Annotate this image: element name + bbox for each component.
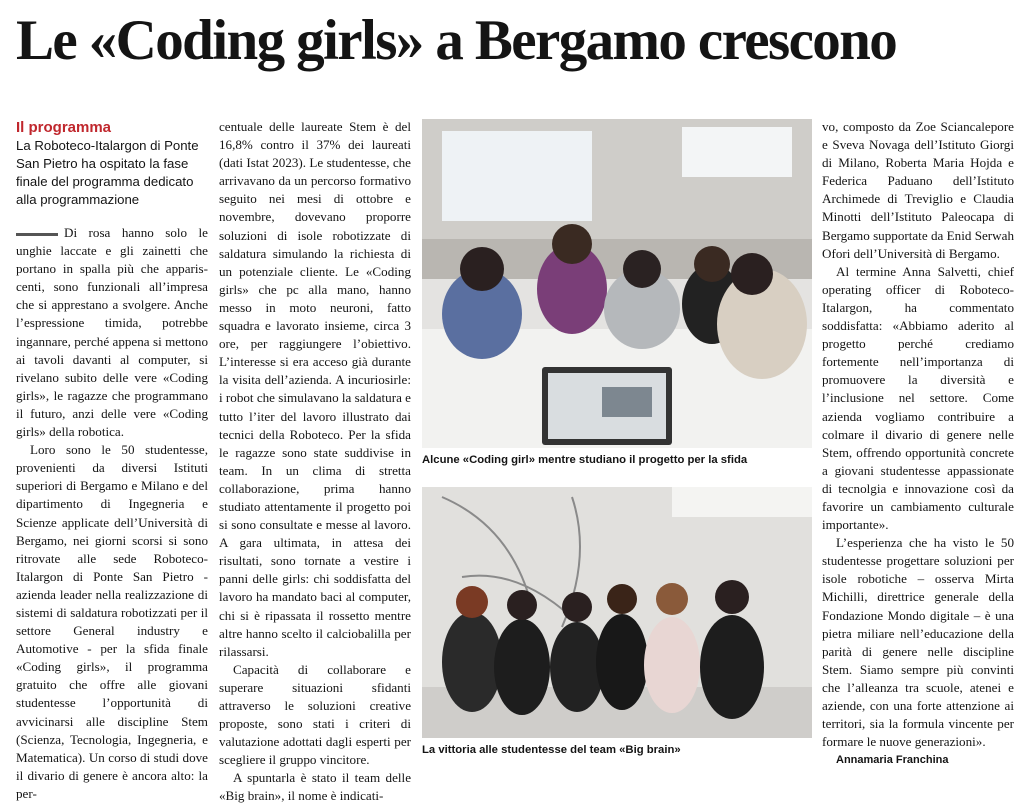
photo-caption: Alcune «Coding girl» mentre studiano il progetto per la sfida	[422, 454, 748, 466]
photo-illustration	[422, 487, 812, 738]
summary: La Roboteco-Italargon di Ponte San Pietro ha ospitato la fase finale del programma dedicato alla programmazione	[16, 138, 199, 207]
paragraph: centuale delle laureate Stem è del 16,8% contro il 37% dei laureati (dati Istat 2023). Le studentesse, che arrivavano da un percorso formativo seguito nei mesi di ottobre e novembre, dovevano proporre soluzioni di isole robotizzate di saldatura simulando la richiesta di un potenziale cliente. Le «Coding girls» che pc alla mano, hanno messo in moto neuroni, fatto squadra e lavorato insieme, circa 3 ore, per raggiungere l’obiettivo. L’interesse si era acceso già durante la visita dell’azienda. A incuriosirle: i robot che simulavano la saldatura e tutto l’iter del lavoro illustrato dai tecnici della Roboteco. Per la sfida le ragazze sono state suddivise in team. In un clima di stretta collaborazione, prima hanno studiato attentamente il progetto poi si sono consultate e messe al lavoro. A gara ultimata, in attesa dei risultati, sono tornate a vestire i panni delle girls: chi soddisfatta del lavoro ha mandato baci al computer, chi si è ripassata il rossetto mentre altre hanno scelto il calciobalilla per rilassarsi.	[219, 119, 411, 659]
paragraph: Capacità di collaborare e superare situazioni sfidanti attraverso le soluzioni creative proposte, sono stati i criteri di valutazione adottati dagli esperti per scegliere il gruppo vincitore.	[219, 661, 411, 768]
paragraph: L’esperienza che ha visto le 50 studentesse progettare soluzioni per isole robotiche – osserva Mirta Michilli, direttrice generale della Fondazione Mondo digitale – è una pietra miliare nell’educazione della parità di genere nelle discipline Stem. Siamo sempre più convinti che l’alleanza tra scuole, atenei e aziende, con una forte attenzione ai territori, sia la formula vincente per formare le nuove generazioni».	[822, 535, 1014, 750]
paragraph: Al termine Anna Salvetti, chief operating officer di Roboteco-Italargon, ha commentato soddisfatta: «Abbiamo aderito al progetto perché crediamo fortemente nell’importanza di promuovere la diversità e l’inclusione nel settore. Come azienda vogliamo contribuire a colmare il divario di genere nelle Stem, offrendo opportunità concrete a giovani studentesse appassionate di tecnolgia e innovazione così da favorire un cambiamento culturale importante».	[822, 263, 1014, 533]
photo-caption: La vittoria alle studentesse del team «Big brain»	[422, 744, 681, 756]
kicker: Il programma	[16, 119, 112, 136]
paragraph: A spuntarla è stato il team delle «Big brain», il nome è indicati-	[219, 770, 411, 804]
article-column-1	[16, 224, 208, 803]
lead-rule	[16, 233, 58, 236]
paragraph: Loro sono le 50 studentesse, provenienti da diversi Istituti superiori di Bergamo e Milano e del dipartimento di Ingegneria e Scienze applicate dell’Università di Bergamo, nei giorni scorsi si sono ritrovate alle sede Roboteco-Italargon di Ponte San Pietro - azienda leader nella realizzazione di sistemi di saldatura robotizzati per il settore General industry e Automotive - per la sfida finale «Coding girls», il programma gratuito che offre alle giovani studentesse l’opportunità di avvicinarsi alle discipline Stem (Scienza, Tecnologia, Ingegneria, e Matematica). Un corso di studi dove il divario di genere è ancora alto: la per-	[16, 442, 208, 801]
headline: Le «Coding girls» a Bergamo crescono	[16, 9, 897, 72]
paragraph: Di rosa hanno solo le unghie laccate e gli zainetti che portano in spalla più che appariscenti, sono funzionali all’impresa che si apprestano a svolgere. Anche l’espressione timida, potrebbe ingannare, perché appena si mettono ai tavoli davanti al computer, si rivelano subito delle vere «Coding girls», le ragazze che programmano il futuro, anzi delle vere «Coding girls» della robotica.	[16, 225, 208, 440]
byline: Annamaria Franchina	[836, 754, 949, 767]
photo-illustration	[422, 119, 812, 448]
photo-big-brain-team	[422, 487, 812, 738]
article-column-4	[822, 118, 1014, 769]
sidebar-box	[16, 118, 208, 209]
photo-coding-girls-studying	[422, 119, 812, 448]
article-column-2	[219, 118, 411, 806]
paragraph: vo, composto da Zoe Sciancalepore e Sveva Novaga dell’Istituto Giorgi di Milano, Roberta Maria Hojda e Federica Paduano dell’Istituto Archimede di Treviglio e Claudia Minotti dell’Istituto Paleocapa di Bergamo supportate da Enid Serwah Ofori dell’Università di Bergamo.	[822, 119, 1014, 261]
